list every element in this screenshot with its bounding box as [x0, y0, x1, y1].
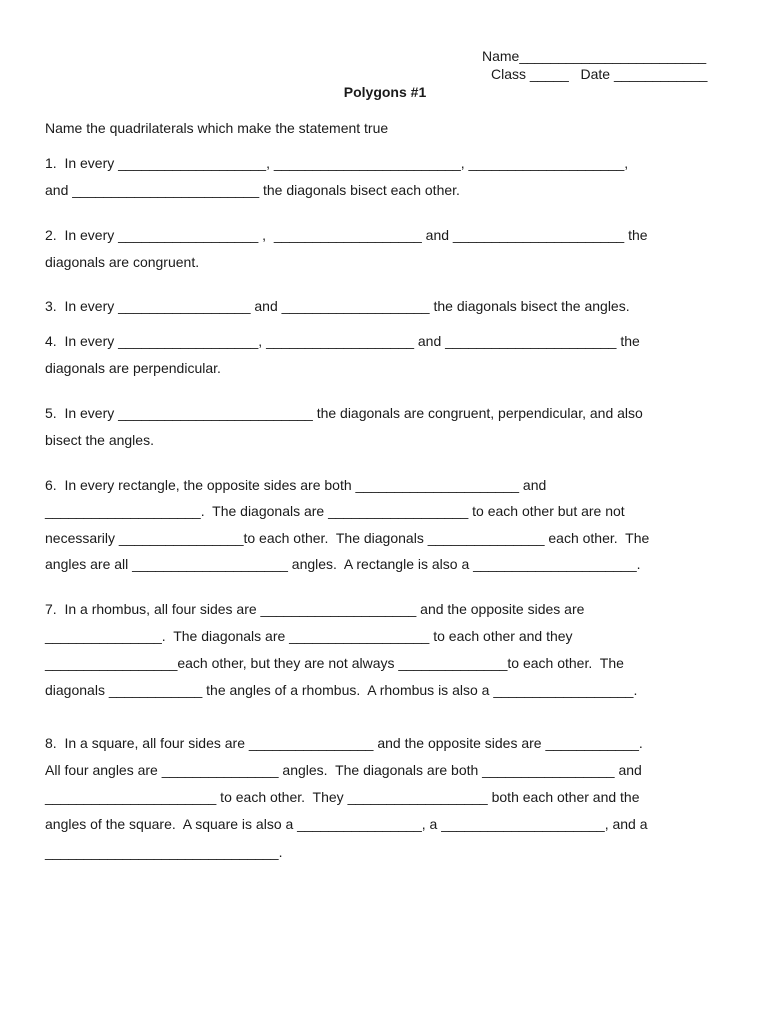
question-line: All four angles are _______________ angles. The diagonals are both _________________ and [45, 762, 642, 778]
question-line: diagonals are congruent. [45, 254, 200, 270]
question-line: 3. In every _________________ and ___________________ the diagonals bisect the angles. [45, 298, 630, 314]
question-line: necessarily ________________to each other. The diagonals _______________ each other. The [45, 530, 650, 546]
instructions: Name the quadrilaterals which make the statement true [45, 120, 389, 136]
question-line: _________________each other, but they are not always ______________to each other. The [45, 655, 624, 671]
question-line: ______________________________. [45, 844, 283, 860]
question-line: 1. In every ___________________, ________________________, ____________________, [45, 155, 629, 171]
question-line: 2. In every __________________ , ___________________ and ______________________ the [45, 227, 648, 243]
question-line: and ________________________ the diagonals bisect each other. [45, 182, 460, 198]
question-line: ______________________ to each other. They __________________ both each other and the [45, 789, 640, 805]
question-line: 7. In a rhombus, all four sides are ____________________ and the opposite sides are [45, 601, 585, 617]
question-line: 5. In every _________________________ the diagonals are congruent, perpendicular, and also [45, 405, 643, 421]
question-line: 4. In every __________________, ___________________ and ______________________ the [45, 333, 640, 349]
question-line: 8. In a square, all four sides are ________________ and the opposite sides are ____________. [45, 735, 643, 751]
question-line: diagonals are perpendicular. [45, 360, 221, 376]
class-date-field: Class _____ Date ____________ [491, 66, 708, 82]
question-line: angles of the square. A square is also a ________________, a _____________________, and a [45, 816, 648, 832]
question-line: 6. In every rectangle, the opposite sides are both _____________________ and [45, 477, 547, 493]
question-line: diagonals ____________ the angles of a rhombus. A rhombus is also a __________________. [45, 682, 638, 698]
question-line: _______________. The diagonals are __________________ to each other and they [45, 628, 573, 644]
name-field: Name________________________ [482, 48, 707, 64]
question-line: bisect the angles. [45, 432, 154, 448]
question-line: angles are all ____________________ angles. A rectangle is also a _____________________. [45, 556, 641, 572]
question-line: ____________________. The diagonals are __________________ to each other but are not [45, 503, 625, 519]
page-title: Polygons #1 [343, 84, 427, 100]
